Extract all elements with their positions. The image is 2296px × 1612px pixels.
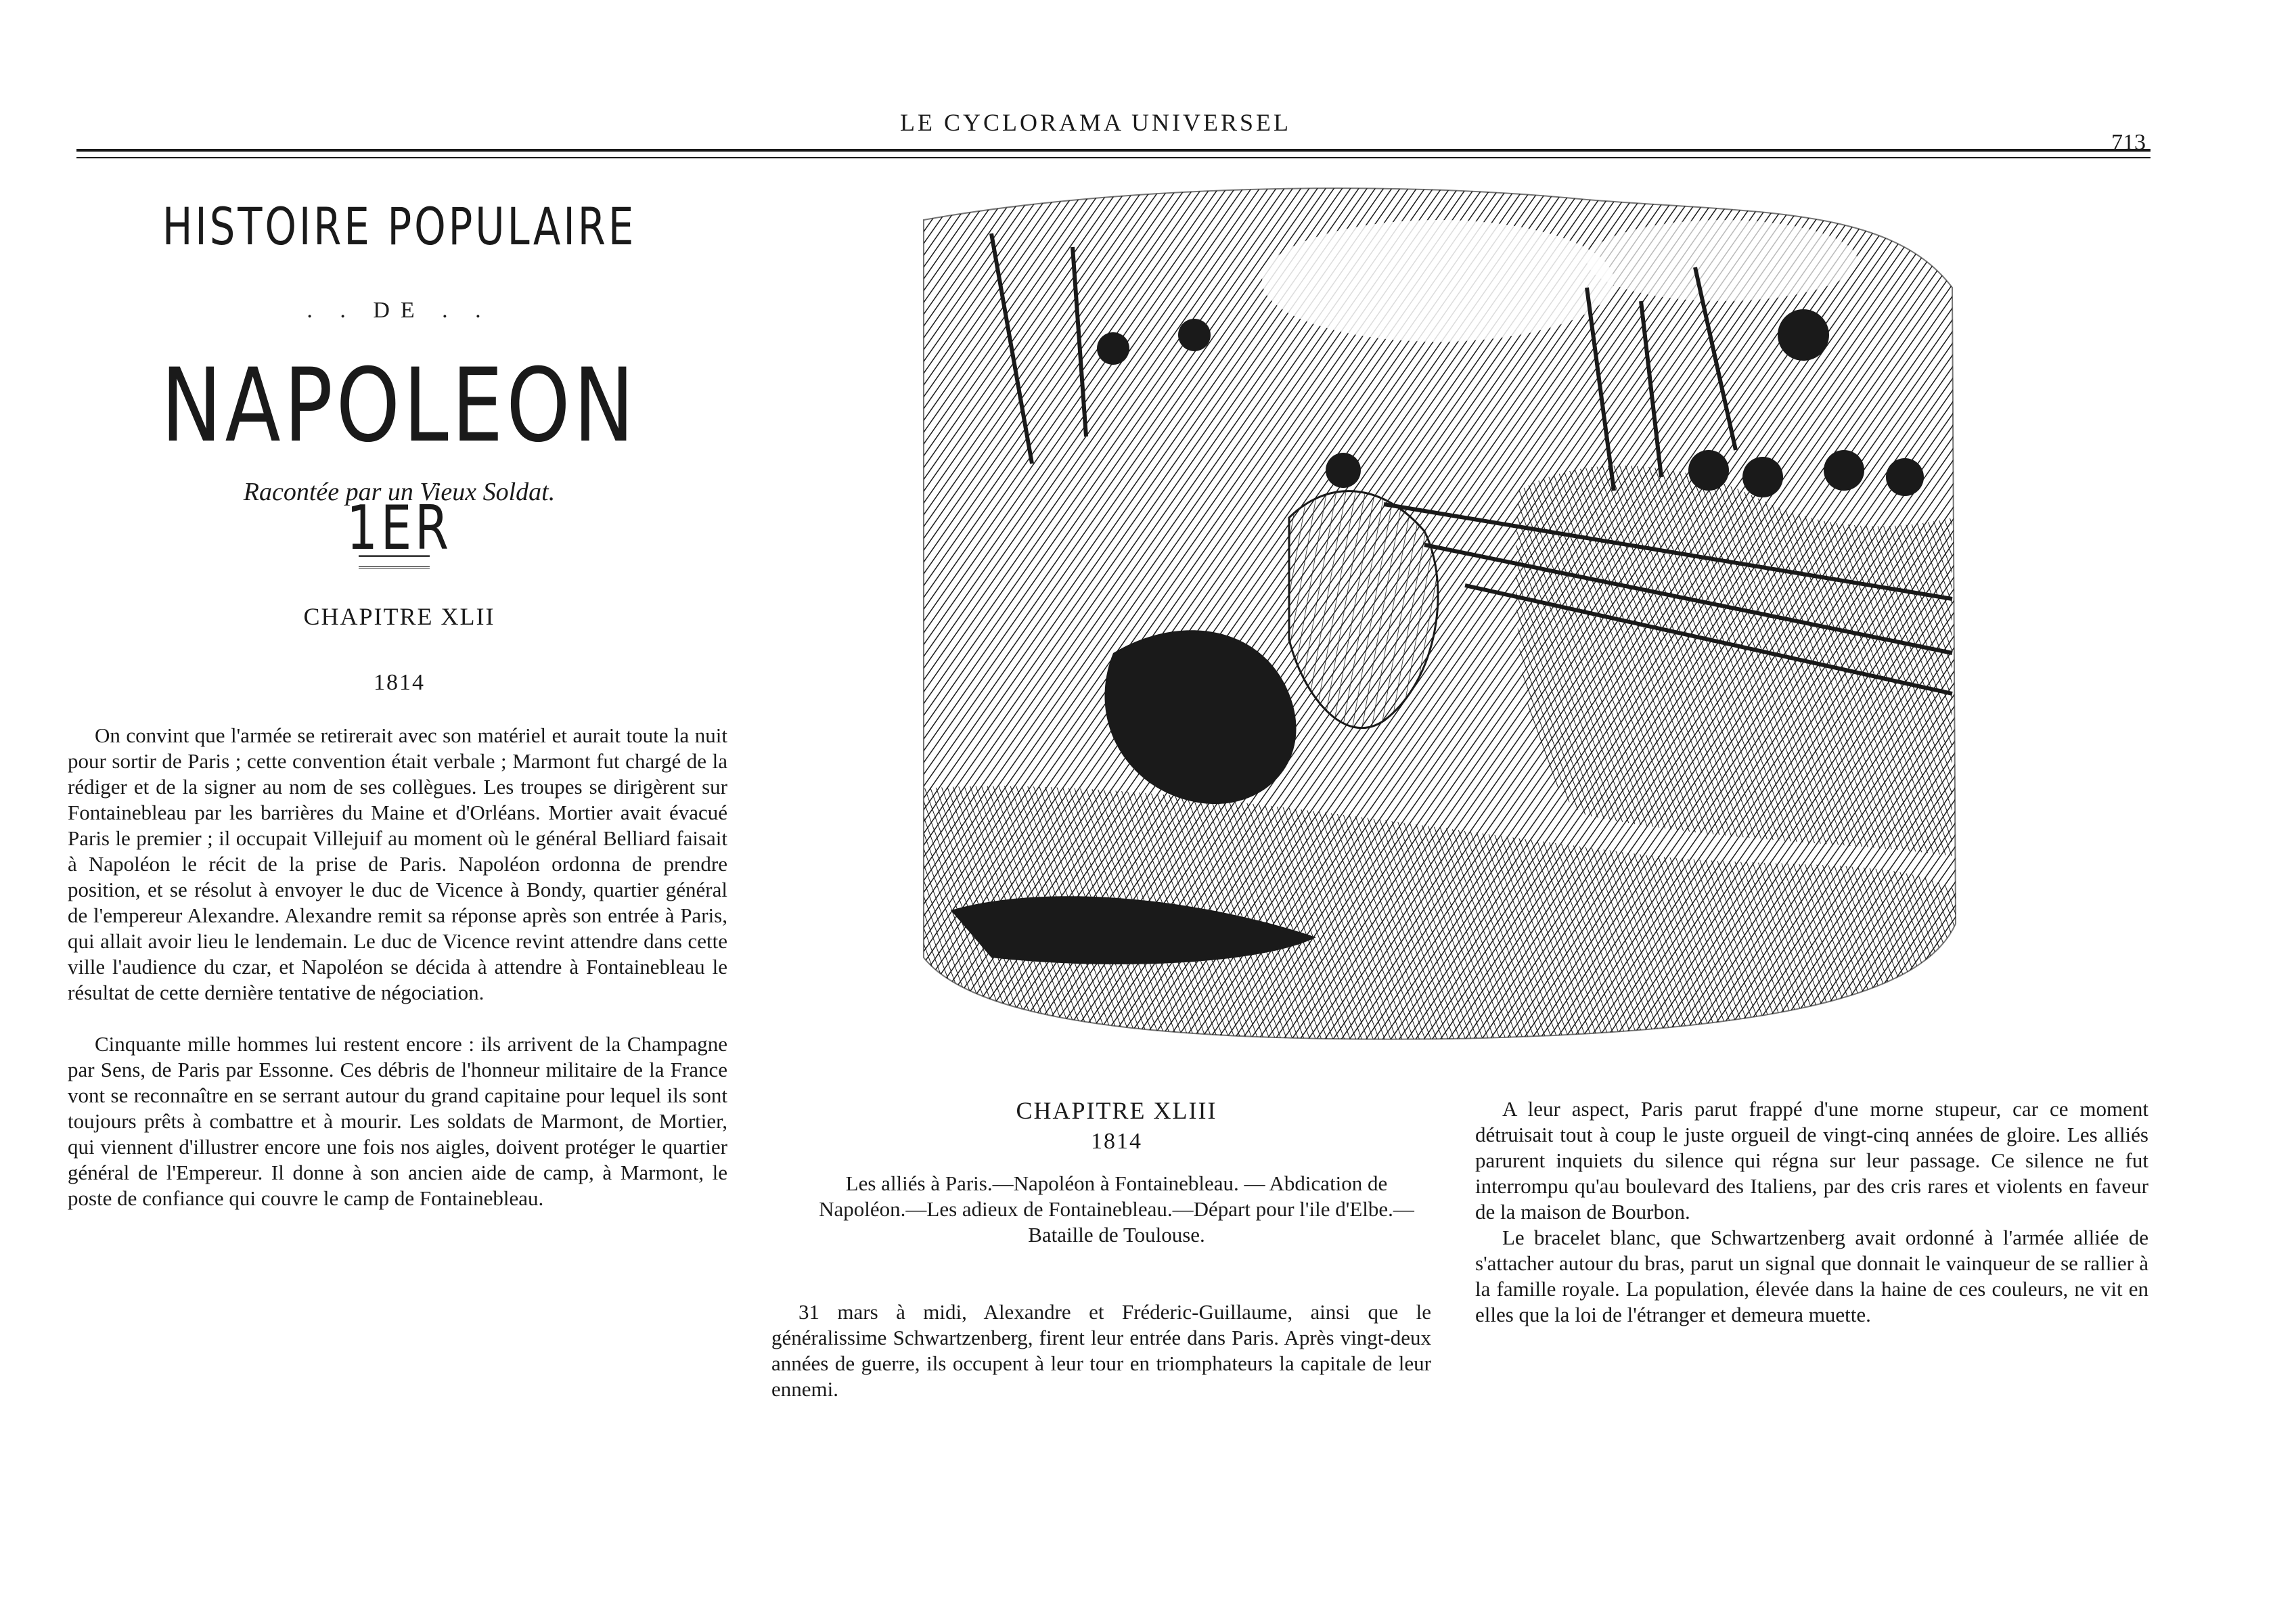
ornament-divider: [359, 555, 430, 568]
paragraph: A leur aspect, Paris parut frappé d'une morne stupeur, car ce moment détruisait tout à coup le juste orgueil de vingt-cinq années de gloire. Les alliés parurent inquiets du silence qui régna sur leur passage. Ce silence ne fut interrompu qu'au boulevard des Italiens, par des cris rares et violents en faveur de la maison de Bourbon.: [1475, 1097, 2148, 1224]
chapter-43-summary: Les alliés à Paris.—Napoléon à Fontainebleau. — Abdication de Napoléon.—Les adieux de Fontainebleau.—Départ pour l'ile d'Elbe.— Bataille de Toulouse.: [819, 1171, 1414, 1247]
paragraph: On convint que l'armée se retirerait avec son matériel et aurait toute la nuit pour sortir de Paris ; cette convention était verbale ; Marmont fut chargé de la rédiger et de la signer au nom de ses collègues. Les troupes se dirigèrent sur Fontainebleau par les barrières du Maine et d'Orléans. Mortier avait évacué Paris le premier ; il occupait Villejuif au moment où le général Belliard faisait à Napoléon le récit de la prise de Paris. Napoléon ordonna de prendre position, et se résolut à envoyer le duc de Vicence à Bondy, quartier général de l'empereur Alexandre. Alexandre remit sa réponse après son entrée à Paris, qui allait avoir lieu le lendemain. Le duc de Vicence revint attendre dans cette ville l'audience du czar, et Napoléon se décida à attendre à Fontainebleau le résultat de cette dernière tentative de négociation.: [68, 723, 727, 1004]
title-napoleon-name: NAPOLEON: [161, 347, 637, 465]
right-column-text: [1475, 1096, 2148, 1328]
battle-engraving-icon: [910, 179, 1966, 1046]
title-ordinal: 1ER: [346, 493, 452, 564]
paragraph: Cinquante mille hommes lui restent encore : ils arrivent de la Champagne par Sens, de Paris par Essonne. Ces débris de l'honneur militaire de la France vont se reconnaître en se serrant autour du grand capitaine pour lequel ils sont toujours prêts à combattre et à mourir. Les soldats de Marmont, de Mortier, qui viennent d'illustrer encore une fois nos aigles, doivent protéger le quartier général de l'Empereur. Il donne à son ancien aide de camp, à Marmont, le poste de confiance qui couvre le camp de Fontainebleau.: [68, 1032, 727, 1210]
title-napoleon: [139, 347, 659, 583]
title-de: . . DE . .: [307, 298, 492, 323]
running-title: LE CYCLORAMA UNIVERSEL: [900, 109, 1292, 136]
byline: Racontée par un Vieux Soldat.: [243, 478, 556, 506]
paragraph: Le bracelet blanc, que Schwartzenberg avait ordonné à l'armée alliée de s'attacher autour du bras, parut un signal que donnait le vainqueur de se rallier à la famille royale. La population, élevée dans la haine de ces couleurs, ne vit en elles que la loi de l'étranger et demeura muette.: [1475, 1226, 2148, 1326]
header-rule: [76, 149, 2151, 152]
chapter-43-heading: CHAPITRE XLIII: [1016, 1097, 1217, 1124]
header-rule-thin: [76, 157, 2151, 158]
chapter-43-year: 1814: [1091, 1129, 1142, 1154]
chapter-42-heading: CHAPITRE XLII: [303, 603, 495, 630]
middle-column-text: [771, 1299, 1431, 1402]
paragraph: 31 mars à midi, Alexandre et Fréderic-Guillaume, ainsi que le généralissime Schwartzenberg, firent leur entrée dans Paris. Après vingt-deux années de guerre, ils occupent à leur tour en triomphateurs la capitale de leur ennemi.: [771, 1300, 1431, 1401]
title-histoire-populaire: HISTOIRE POPULAIRE: [162, 196, 637, 256]
page-number: 713: [2111, 130, 2146, 155]
left-column-text: [68, 723, 727, 1211]
chapter-42-year: 1814: [374, 670, 425, 695]
